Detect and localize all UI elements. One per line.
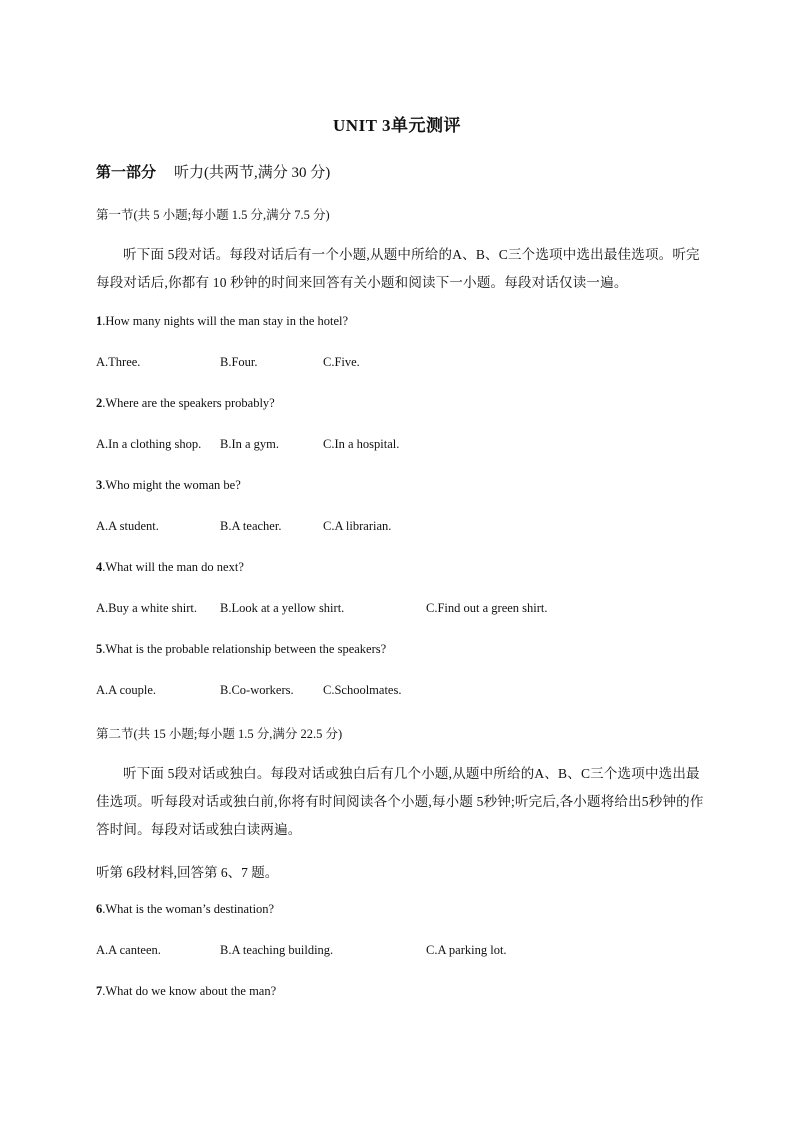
option-a: A.A student. xyxy=(96,519,159,533)
question-5 xyxy=(96,642,386,657)
option-b: B.In a gym. xyxy=(220,437,280,451)
question-text: .What do we know about the man? xyxy=(102,984,277,998)
material-note: 听第 6段材料,回答第 6、7 题。 xyxy=(96,865,279,880)
option-c: C.Find out a green shirt. xyxy=(426,601,548,615)
option-a: A.In a clothing shop. xyxy=(96,437,202,451)
option-a: A.A couple. xyxy=(96,683,157,697)
page-title: UNIT 3单元测评 xyxy=(333,116,461,135)
section-1-instructions: 听下面 5段对话。每段对话后有一个小题,从题中所给的A、B、C三个选项中选出最佳选项。听完每段对话后,你都有 10 秒钟的时间来回答有关小题和阅读下一小题。每段对话仅读一遍。 xyxy=(96,247,700,290)
part-heading xyxy=(96,161,330,182)
question-text: .Who might the woman be? xyxy=(102,478,241,492)
option-a: A.Buy a white shirt. xyxy=(96,601,198,615)
question-1 xyxy=(96,314,348,329)
option-c: C.Five. xyxy=(323,355,360,369)
question-number: 4 xyxy=(96,560,103,574)
question-2 xyxy=(96,396,275,411)
option-b: B.Look at a yellow shirt. xyxy=(220,601,345,615)
question-number: 2 xyxy=(96,396,103,410)
question-3 xyxy=(96,478,241,493)
question-number: 6 xyxy=(96,902,103,916)
option-b: B.Four. xyxy=(220,355,258,369)
option-c: C.A librarian. xyxy=(323,519,392,533)
question-number: 7 xyxy=(96,984,103,998)
question-7 xyxy=(96,984,276,999)
option-c: C.In a hospital. xyxy=(323,437,400,451)
option-c: C.A parking lot. xyxy=(426,943,507,957)
question-text: .What is the woman’s destination? xyxy=(102,902,275,916)
part-description: 听力(共两节,满分 30 分) xyxy=(174,165,331,181)
part-name: 第一部分 xyxy=(96,165,157,181)
option-a: A.Three. xyxy=(96,355,141,369)
question-text: .What is the probable relationship between the speakers? xyxy=(102,642,387,656)
option-c: C.Schoolmates. xyxy=(323,683,402,697)
section-2-instructions: 听下面 5段对话或独白。每段对话或独白后有几个小题,从题中所给的A、B、C三个选项中选出最佳选项。听每段对话或独白前,你将有时间阅读各个小题,每小题 5秒钟;听完后,各小题将给出5秒钟的作答时间。每段对话或独白读两遍。 xyxy=(96,766,704,837)
question-number: 3 xyxy=(96,478,103,492)
question-text: .Where are the speakers probably? xyxy=(102,396,275,410)
section-2-heading: 第二节(共 15 小题;每小题 1.5 分,满分 22.5 分) xyxy=(96,727,343,741)
question-text: .What will the man do next? xyxy=(102,560,244,574)
question-4 xyxy=(96,560,244,575)
option-b: B.Co-workers. xyxy=(220,683,294,697)
option-a: A.A canteen. xyxy=(96,943,161,957)
option-b: B.A teaching building. xyxy=(220,943,334,957)
question-number: 5 xyxy=(96,642,103,656)
option-b: B.A teacher. xyxy=(220,519,282,533)
question-number: 1 xyxy=(96,314,103,328)
section-1-heading: 第一节(共 5 小题;每小题 1.5 分,满分 7.5 分) xyxy=(96,208,330,222)
question-6 xyxy=(96,902,274,917)
question-text: .How many nights will the man stay in the hotel? xyxy=(102,314,349,328)
